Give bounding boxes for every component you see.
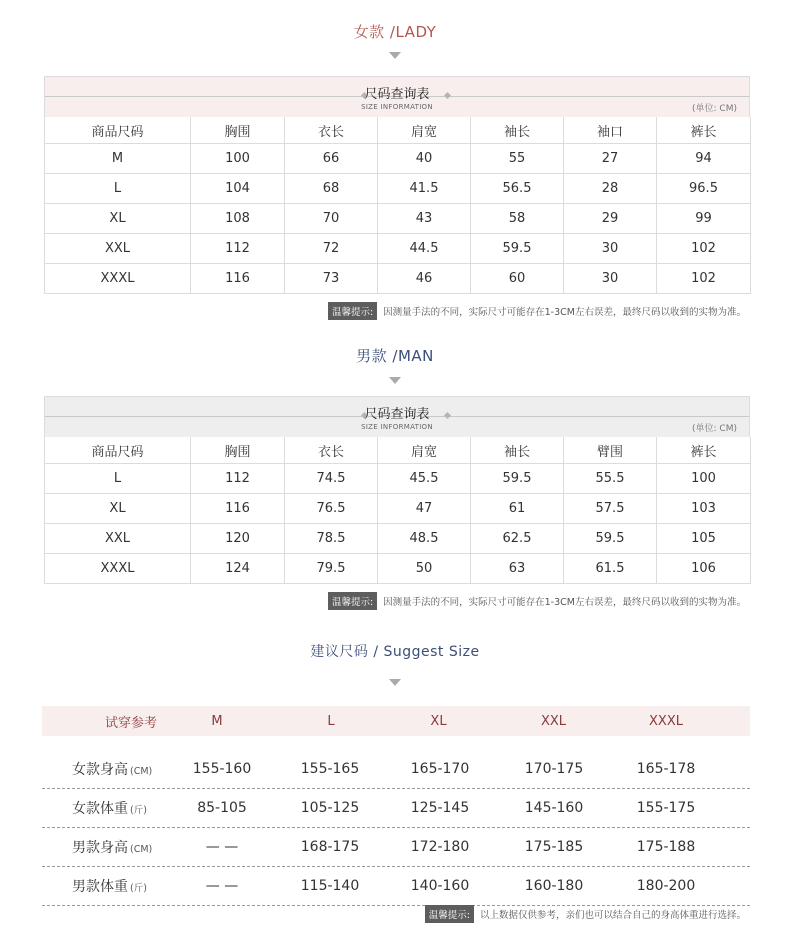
table-cell: 59.5 <box>564 524 657 554</box>
table-row <box>45 144 751 174</box>
chart-subtitle: SIZE INFORMATION <box>361 103 433 111</box>
unit-label: (单位: CM) <box>692 424 737 434</box>
table-cell: M <box>45 144 191 174</box>
suggest-row <box>42 750 750 789</box>
table-cell: 29 <box>564 204 657 234</box>
table-cell: 28 <box>564 174 657 204</box>
table-cell: 100 <box>191 144 285 174</box>
header-cell: 肩宽 <box>378 117 471 144</box>
tip-text: 因测量手法的不同，实际尺寸可能存在1-3CM左右误差，最终尺码以收到的实物为准。 <box>383 597 746 608</box>
table-cell: 96.5 <box>657 174 751 204</box>
header-cell: XL <box>430 713 447 729</box>
table-cell: 61.5 <box>564 554 657 584</box>
header-cell: XXXL <box>649 713 683 729</box>
table-cell: 44.5 <box>378 234 471 264</box>
table-cell: 30 <box>564 264 657 294</box>
table-cell: 99 <box>657 204 751 234</box>
tip-tag: 温馨提示: <box>425 905 474 923</box>
header-cell: 商品尺码 <box>45 117 191 144</box>
table-cell: 105 <box>657 524 751 554</box>
table-cell: 78.5 <box>285 524 378 554</box>
tip-text: 以上数据仅供参考，亲们也可以结合自己的身高体重进行选择。 <box>479 910 746 921</box>
header-cell: 胸围 <box>191 117 285 144</box>
suggest-cell: 140-160 <box>410 878 470 894</box>
table-cell: 40 <box>378 144 471 174</box>
table-cell: 61 <box>471 494 564 524</box>
lady-title-cn: 女款 <box>353 23 385 41</box>
tip-tag: 温馨提示: <box>328 592 377 610</box>
table-cell: 116 <box>191 264 285 294</box>
row-label: 男款身高 (CM) <box>72 840 153 856</box>
table-cell: 108 <box>191 204 285 234</box>
table-cell: 59.5 <box>471 234 564 264</box>
table-cell: 106 <box>657 554 751 584</box>
table-cell: 48.5 <box>378 524 471 554</box>
header-cell: 裤长 <box>657 437 751 464</box>
table-cell: XXXL <box>45 554 191 584</box>
table-cell: 50 <box>378 554 471 584</box>
table-cell: 58 <box>471 204 564 234</box>
table-cell: 57.5 <box>564 494 657 524</box>
header-cell: 衣长 <box>285 437 378 464</box>
suggest-cell: 168-175 <box>300 839 360 855</box>
table-cell: 70 <box>285 204 378 234</box>
table-cell: 27 <box>564 144 657 174</box>
table-row <box>45 464 751 494</box>
chart-title: 尺码查询表 <box>364 87 430 102</box>
suggest-cell: 155-160 <box>192 761 252 777</box>
table-cell: 74.5 <box>285 464 378 494</box>
man-title-en: /MAN <box>387 347 434 365</box>
table-cell: 46 <box>378 264 471 294</box>
table-cell: 43 <box>378 204 471 234</box>
suggest-cell: 165-178 <box>636 761 696 777</box>
suggest-cell: 180-200 <box>636 878 696 894</box>
header-cell: 衣长 <box>285 117 378 144</box>
header-cell: 臂围 <box>564 437 657 464</box>
table-row <box>45 494 751 524</box>
suggest-cell: 115-140 <box>300 878 360 894</box>
header-cell: M <box>211 713 223 729</box>
table-cell: 73 <box>285 264 378 294</box>
table-cell: 120 <box>191 524 285 554</box>
table-cell: 60 <box>471 264 564 294</box>
header-cell: 商品尺码 <box>45 437 191 464</box>
table-row <box>45 204 751 234</box>
lady-size-table <box>44 76 750 294</box>
suggest-cell: 85-105 <box>197 800 247 816</box>
suggest-cell: 145-160 <box>524 800 584 816</box>
suggest-cell: — — <box>205 878 239 894</box>
table-cell: 112 <box>191 234 285 264</box>
suggest-row <box>42 867 750 906</box>
header-cell: 肩宽 <box>378 437 471 464</box>
table-cell: L <box>45 174 191 204</box>
table-row <box>45 234 751 264</box>
table-cell: XXXL <box>45 264 191 294</box>
table-row <box>45 524 751 554</box>
suggest-row <box>42 828 750 867</box>
table-cell: 59.5 <box>471 464 564 494</box>
table-cell: XL <box>45 204 191 234</box>
man-chart-header <box>44 396 750 437</box>
table-cell: 66 <box>285 144 378 174</box>
suggest-title-en: / Suggest Size <box>368 644 480 660</box>
tip-text: 因测量手法的不同，实际尺寸可能存在1-3CM左右误差，最终尺码以收到的实物为准。 <box>383 307 746 318</box>
table-cell: 103 <box>657 494 751 524</box>
table-cell: 112 <box>191 464 285 494</box>
table-cell: 100 <box>657 464 751 494</box>
lady-chart-header <box>44 76 750 117</box>
header-cell: 袖口 <box>564 117 657 144</box>
table-row <box>45 554 751 584</box>
table-cell: 30 <box>564 234 657 264</box>
suggest-cell: 155-175 <box>636 800 696 816</box>
table-cell: 45.5 <box>378 464 471 494</box>
man-size-table <box>44 396 750 584</box>
lady-table <box>44 117 751 294</box>
table-cell: XXL <box>45 524 191 554</box>
suggest-cell: 160-180 <box>524 878 584 894</box>
table-row <box>45 174 751 204</box>
down-arrow-icon <box>389 52 401 59</box>
table-cell: 63 <box>471 554 564 584</box>
table-cell: 62.5 <box>471 524 564 554</box>
row-label: 男款体重 (斤) <box>72 879 147 895</box>
table-cell: 102 <box>657 264 751 294</box>
table-cell: 116 <box>191 494 285 524</box>
table-header-row <box>45 117 751 144</box>
chart-title: 尺码查询表 <box>364 407 430 422</box>
row-label: 女款体重 (斤) <box>72 801 147 817</box>
chart-subtitle: SIZE INFORMATION <box>361 423 433 431</box>
suggest-cell: 175-185 <box>524 839 584 855</box>
suggest-cell: 105-125 <box>300 800 360 816</box>
lady-tip <box>328 302 746 320</box>
suggest-row <box>42 789 750 828</box>
header-cell: 胸围 <box>191 437 285 464</box>
suggest-cell: 170-175 <box>524 761 584 777</box>
suggest-section-title <box>0 641 790 661</box>
header-cell: 袖长 <box>471 437 564 464</box>
lady-section-title <box>0 21 790 42</box>
table-cell: 72 <box>285 234 378 264</box>
header-cell: L <box>327 713 335 729</box>
unit-label: (单位: CM) <box>692 104 737 114</box>
man-section-title <box>0 345 790 366</box>
suggest-cell: 172-180 <box>410 839 470 855</box>
table-cell: 68 <box>285 174 378 204</box>
suggest-table <box>42 706 750 906</box>
table-cell: 94 <box>657 144 751 174</box>
table-cell: 79.5 <box>285 554 378 584</box>
table-cell: 102 <box>657 234 751 264</box>
row-label: 女款身高 (CM) <box>72 762 153 778</box>
man-table <box>44 437 751 584</box>
table-cell: 41.5 <box>378 174 471 204</box>
man-title-cn: 男款 <box>356 347 388 365</box>
suggest-title-cn: 建议尺码 <box>310 644 369 660</box>
table-cell: 55 <box>471 144 564 174</box>
down-arrow-icon <box>389 679 401 686</box>
table-cell: 56.5 <box>471 174 564 204</box>
table-cell: 55.5 <box>564 464 657 494</box>
table-header-row <box>45 437 751 464</box>
header-cell: 裤长 <box>657 117 751 144</box>
suggest-tip <box>425 905 746 923</box>
table-cell: XXL <box>45 234 191 264</box>
suggest-cell: 175-188 <box>636 839 696 855</box>
down-arrow-icon <box>389 377 401 384</box>
table-cell: L <box>45 464 191 494</box>
suggest-cell: 155-165 <box>300 761 360 777</box>
tip-tag: 温馨提示: <box>328 302 377 320</box>
suggest-cell: 125-145 <box>410 800 470 816</box>
lady-title-en: /LADY <box>384 23 437 41</box>
table-cell: 76.5 <box>285 494 378 524</box>
man-tip <box>328 592 746 610</box>
suggest-cell: 165-170 <box>410 761 470 777</box>
suggest-header-row <box>42 706 750 736</box>
table-cell: 104 <box>191 174 285 204</box>
table-cell: XL <box>45 494 191 524</box>
suggest-cell: — — <box>205 839 239 855</box>
table-cell: 124 <box>191 554 285 584</box>
header-cell: 试穿参考 <box>104 715 157 731</box>
table-row <box>45 264 751 294</box>
header-cell: XXL <box>540 713 567 729</box>
header-cell: 袖长 <box>471 117 564 144</box>
table-cell: 47 <box>378 494 471 524</box>
